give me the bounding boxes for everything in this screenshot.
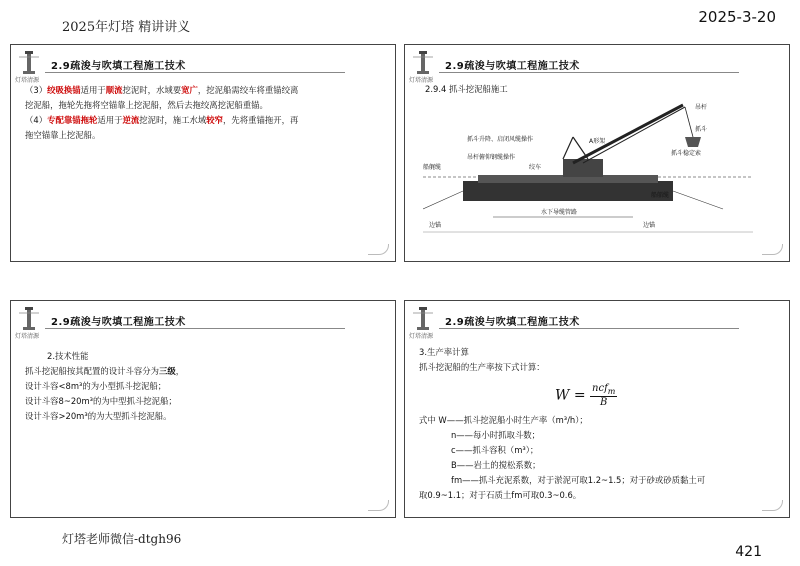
- text-line: 设计斗容8~20m³的为中型抓斗挖泥船；: [25, 396, 177, 406]
- header-date: 2025-3-20: [698, 8, 776, 26]
- slide-1: [10, 44, 396, 262]
- slide-body: [419, 345, 779, 375]
- slide-body: [25, 83, 385, 143]
- slide-2: [404, 44, 790, 262]
- logo-caption: 灯塔清源: [15, 333, 40, 340]
- section-heading: 3.生产率计算: [419, 347, 469, 357]
- label-hoist: 抓斗升降、启闭风缆操作: [467, 136, 534, 143]
- title-underline: [439, 72, 739, 73]
- label-bucket-wire: 抓斗稳定索: [671, 150, 702, 157]
- lighthouse-logo-icon: [411, 305, 435, 333]
- lighthouse-logo-icon: [17, 49, 41, 77]
- logo-caption: 灯塔清源: [15, 77, 40, 84]
- label-boom: 吊杆: [695, 104, 708, 111]
- slide-corner-decoration: [368, 244, 389, 255]
- text-line: 挖泥船，拖轮先拖将空锚靠上挖泥船，然后去拖绞离挖泥船重锚。: [25, 100, 268, 110]
- label-winch: 绞车: [529, 164, 542, 171]
- text-line: （3）绞吸换锚适用于顺流挖泥时，水域要宽广，挖泥船需绞车将重锚绞离: [25, 85, 299, 95]
- label-pipe: 水下导缆管路: [541, 209, 578, 216]
- definition-line: 式中 W——抓斗挖泥船小时生产率（m³/h）；: [419, 415, 588, 425]
- slide-title: 2.9疏浚与吹填工程施工技术: [51, 317, 186, 328]
- definition-line: c——抓斗容积（m³）；: [451, 445, 539, 455]
- label-winch-op: 吊杆俯仰钢缆操作: [467, 154, 516, 161]
- label-right-anchor: 边锚: [643, 222, 656, 229]
- slide-body: [25, 349, 385, 424]
- intro-line: 抓斗挖泥船的生产率按下式计算：: [419, 362, 545, 372]
- footer-contact: 灯塔老师微信-dtgh96: [62, 532, 182, 546]
- formula-definitions: [419, 413, 779, 503]
- title-underline: [439, 328, 739, 329]
- text-line: 设计斗容>20m³的为大型抓斗挖泥船。: [25, 411, 172, 421]
- text-line: 设计斗容<8m³的为小型抓斗挖泥船；: [25, 381, 167, 391]
- slide-title: 2.9疏浚与吹填工程施工技术: [51, 61, 186, 72]
- productivity-formula: W = $\frac{ncf_m}{B}$: [555, 383, 616, 408]
- slide-3: [10, 300, 396, 518]
- header-title: 2025年灯塔 精讲讲义: [62, 20, 191, 35]
- slide-4: [404, 300, 790, 518]
- label-left-anchor: 边锚: [429, 222, 442, 229]
- text-line: 抓斗挖泥船按其配置的设计斗容分为三级，: [25, 366, 185, 376]
- slide-title: 2.9疏浚与吹填工程施工技术: [445, 61, 580, 72]
- title-underline: [45, 72, 345, 73]
- definition-line: fm——抓斗充泥系数，对于淤泥可取1.2~1.5；对于砂或砂质黏土可: [451, 475, 706, 485]
- slide-title: 2.9疏浚与吹填工程施工技术: [445, 317, 580, 328]
- definition-line: 取0.9~1.1；对于石质土fm可取0.3~0.6。: [419, 490, 582, 500]
- label-stern-cable: 船艉缆: [423, 164, 442, 171]
- section-heading: 2.技术性能: [47, 351, 89, 361]
- definition-line: B——岩土的搅松系数；: [451, 460, 541, 470]
- title-underline: [45, 328, 345, 329]
- label-a-frame: A形架: [589, 138, 606, 145]
- logo-caption: 灯塔清源: [409, 77, 434, 84]
- label-bow-cable: 船艏缆: [651, 192, 670, 199]
- slide-corner-decoration: [762, 244, 783, 255]
- page-number: 421: [735, 544, 762, 560]
- definition-line: n——每小时抓取斗数；: [451, 430, 541, 440]
- logo-caption: 灯塔清源: [409, 333, 434, 340]
- lighthouse-logo-icon: [17, 305, 41, 333]
- text-line: （4）专配靠锚拖轮适用于逆流挖泥时，施工水域较窄，先将重锚拖开，再: [25, 115, 299, 125]
- slide-corner-decoration: [368, 500, 389, 511]
- label-bucket: 抓斗: [695, 126, 708, 133]
- grab-dredger-diagram: [423, 97, 753, 237]
- slide-corner-decoration: [762, 500, 783, 511]
- text-line: 拖空锚靠上挖泥船。: [25, 130, 101, 140]
- section-subtitle: 2.9.4 抓斗挖泥船施工: [425, 84, 508, 94]
- lighthouse-logo-icon: [411, 49, 435, 77]
